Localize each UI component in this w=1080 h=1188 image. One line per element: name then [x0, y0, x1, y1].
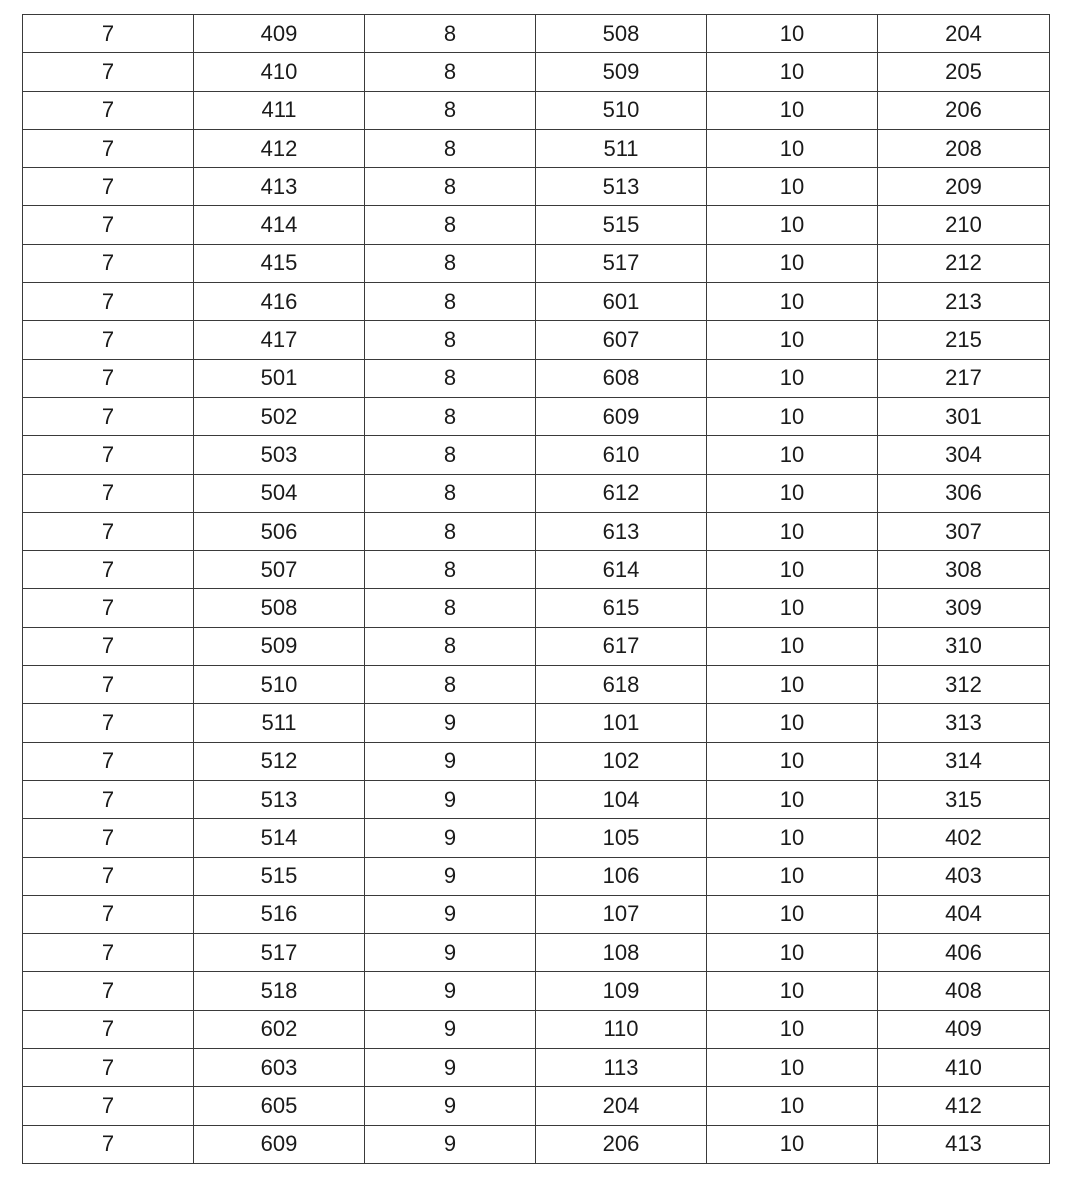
table-cell: 7 — [23, 895, 194, 933]
table-cell: 109 — [536, 972, 707, 1010]
table-cell: 8 — [365, 53, 536, 91]
table-row — [23, 359, 1050, 397]
table-cell: 8 — [365, 206, 536, 244]
table-cell: 8 — [365, 589, 536, 627]
table-cell: 313 — [878, 704, 1050, 742]
table-row — [23, 972, 1050, 1010]
table-cell: 7 — [23, 1049, 194, 1087]
table-cell: 402 — [878, 819, 1050, 857]
table-cell: 613 — [536, 512, 707, 550]
table-cell: 217 — [878, 359, 1050, 397]
table-cell: 10 — [707, 474, 878, 512]
table-cell: 7 — [23, 934, 194, 972]
table-cell: 9 — [365, 1087, 536, 1125]
table-cell: 605 — [194, 1087, 365, 1125]
table-cell: 301 — [878, 397, 1050, 435]
table-cell: 10 — [707, 819, 878, 857]
table-cell: 7 — [23, 512, 194, 550]
table-cell: 7 — [23, 359, 194, 397]
table-cell: 7 — [23, 53, 194, 91]
table-row — [23, 666, 1050, 704]
table-row — [23, 551, 1050, 589]
table-cell: 110 — [536, 1010, 707, 1048]
table-cell: 10 — [707, 972, 878, 1010]
table-cell: 8 — [365, 359, 536, 397]
table-cell: 10 — [707, 1087, 878, 1125]
table-cell: 609 — [536, 397, 707, 435]
table-cell: 206 — [878, 91, 1050, 129]
table-cell: 7 — [23, 551, 194, 589]
table-cell: 601 — [536, 283, 707, 321]
table-body — [23, 15, 1050, 1164]
table-cell: 10 — [707, 436, 878, 474]
table-cell: 7 — [23, 436, 194, 474]
table-cell: 8 — [365, 91, 536, 129]
table-cell: 508 — [536, 15, 707, 53]
table-cell: 107 — [536, 895, 707, 933]
table-cell: 310 — [878, 627, 1050, 665]
table-cell: 404 — [878, 895, 1050, 933]
table-cell: 9 — [365, 780, 536, 818]
table-cell: 10 — [707, 244, 878, 282]
table-cell: 517 — [194, 934, 365, 972]
table-cell: 7 — [23, 129, 194, 167]
table-cell: 10 — [707, 704, 878, 742]
table-cell: 7 — [23, 91, 194, 129]
table-cell: 410 — [878, 1049, 1050, 1087]
table-cell: 7 — [23, 627, 194, 665]
table-cell: 113 — [536, 1049, 707, 1087]
table-cell: 10 — [707, 53, 878, 91]
table-cell: 9 — [365, 1010, 536, 1048]
table-cell: 502 — [194, 397, 365, 435]
table-cell: 7 — [23, 704, 194, 742]
table-cell: 9 — [365, 934, 536, 972]
table-cell: 411 — [194, 91, 365, 129]
table-cell: 512 — [194, 742, 365, 780]
table-cell: 504 — [194, 474, 365, 512]
table-cell: 10 — [707, 934, 878, 972]
table-cell: 8 — [365, 512, 536, 550]
table-cell: 413 — [194, 168, 365, 206]
table-cell: 10 — [707, 1125, 878, 1163]
table-cell: 510 — [194, 666, 365, 704]
table-cell: 8 — [365, 474, 536, 512]
table-cell: 8 — [365, 397, 536, 435]
table-cell: 106 — [536, 857, 707, 895]
table-cell: 414 — [194, 206, 365, 244]
table-row — [23, 780, 1050, 818]
table-cell: 204 — [878, 15, 1050, 53]
table-cell: 210 — [878, 206, 1050, 244]
table-cell: 608 — [536, 359, 707, 397]
table-cell: 105 — [536, 819, 707, 857]
table-cell: 412 — [878, 1087, 1050, 1125]
table-row — [23, 934, 1050, 972]
table-cell: 7 — [23, 168, 194, 206]
table-cell: 615 — [536, 589, 707, 627]
table-cell: 413 — [878, 1125, 1050, 1163]
table-cell: 415 — [194, 244, 365, 282]
table-cell: 501 — [194, 359, 365, 397]
table-cell: 10 — [707, 1049, 878, 1087]
table-cell: 9 — [365, 1125, 536, 1163]
table-cell: 607 — [536, 321, 707, 359]
table-cell: 516 — [194, 895, 365, 933]
table-cell: 10 — [707, 780, 878, 818]
table-row — [23, 91, 1050, 129]
table-row — [23, 321, 1050, 359]
table-cell: 518 — [194, 972, 365, 1010]
table-row — [23, 283, 1050, 321]
table-cell: 102 — [536, 742, 707, 780]
table-cell: 312 — [878, 666, 1050, 704]
table-cell: 315 — [878, 780, 1050, 818]
table-row — [23, 244, 1050, 282]
table-cell: 509 — [536, 53, 707, 91]
table-cell: 507 — [194, 551, 365, 589]
table-cell: 7 — [23, 742, 194, 780]
table-row — [23, 436, 1050, 474]
table-cell: 101 — [536, 704, 707, 742]
table-cell: 503 — [194, 436, 365, 474]
table-cell: 9 — [365, 857, 536, 895]
table-cell: 8 — [365, 129, 536, 167]
table-cell: 10 — [707, 742, 878, 780]
table-cell: 8 — [365, 666, 536, 704]
table-cell: 8 — [365, 321, 536, 359]
table-cell: 8 — [365, 244, 536, 282]
table-cell: 602 — [194, 1010, 365, 1048]
table-cell: 618 — [536, 666, 707, 704]
table-cell: 511 — [194, 704, 365, 742]
table-cell: 617 — [536, 627, 707, 665]
table-cell: 212 — [878, 244, 1050, 282]
table-cell: 7 — [23, 780, 194, 818]
table-cell: 314 — [878, 742, 1050, 780]
table-cell: 609 — [194, 1125, 365, 1163]
table-cell: 10 — [707, 168, 878, 206]
table-cell: 213 — [878, 283, 1050, 321]
table-cell: 7 — [23, 1087, 194, 1125]
table-cell: 513 — [536, 168, 707, 206]
table-cell: 10 — [707, 666, 878, 704]
table-cell: 10 — [707, 895, 878, 933]
table-cell: 7 — [23, 474, 194, 512]
table-cell: 10 — [707, 359, 878, 397]
table-cell: 7 — [23, 819, 194, 857]
table-cell: 7 — [23, 397, 194, 435]
table-cell: 9 — [365, 895, 536, 933]
table-cell: 416 — [194, 283, 365, 321]
table-cell: 306 — [878, 474, 1050, 512]
table-cell: 8 — [365, 15, 536, 53]
table-cell: 8 — [365, 436, 536, 474]
table-row — [23, 895, 1050, 933]
table-cell: 308 — [878, 551, 1050, 589]
data-table-container — [22, 14, 1049, 1164]
table-cell: 10 — [707, 857, 878, 895]
table-cell: 409 — [194, 15, 365, 53]
table-cell: 8 — [365, 283, 536, 321]
table-cell: 9 — [365, 1049, 536, 1087]
table-row — [23, 474, 1050, 512]
table-row — [23, 15, 1050, 53]
table-cell: 513 — [194, 780, 365, 818]
data-table — [22, 14, 1050, 1164]
table-cell: 7 — [23, 972, 194, 1010]
table-cell: 515 — [536, 206, 707, 244]
table-cell: 511 — [536, 129, 707, 167]
table-cell: 614 — [536, 551, 707, 589]
table-cell: 304 — [878, 436, 1050, 474]
table-cell: 309 — [878, 589, 1050, 627]
table-cell: 9 — [365, 742, 536, 780]
table-row — [23, 704, 1050, 742]
table-cell: 9 — [365, 704, 536, 742]
table-cell: 204 — [536, 1087, 707, 1125]
table-cell: 7 — [23, 666, 194, 704]
table-cell: 9 — [365, 972, 536, 1010]
table-row — [23, 819, 1050, 857]
table-cell: 10 — [707, 206, 878, 244]
table-cell: 409 — [878, 1010, 1050, 1048]
table-cell: 7 — [23, 283, 194, 321]
table-cell: 208 — [878, 129, 1050, 167]
table-cell: 417 — [194, 321, 365, 359]
table-cell: 8 — [365, 627, 536, 665]
table-row — [23, 129, 1050, 167]
table-cell: 510 — [536, 91, 707, 129]
table-cell: 10 — [707, 129, 878, 167]
table-cell: 412 — [194, 129, 365, 167]
table-cell: 7 — [23, 15, 194, 53]
table-cell: 515 — [194, 857, 365, 895]
table-cell: 10 — [707, 1010, 878, 1048]
table-cell: 10 — [707, 512, 878, 550]
table-row — [23, 589, 1050, 627]
table-cell: 9 — [365, 819, 536, 857]
table-row — [23, 1087, 1050, 1125]
table-row — [23, 397, 1050, 435]
table-cell: 7 — [23, 1125, 194, 1163]
table-cell: 10 — [707, 91, 878, 129]
table-cell: 514 — [194, 819, 365, 857]
table-cell: 209 — [878, 168, 1050, 206]
table-cell: 508 — [194, 589, 365, 627]
table-cell: 517 — [536, 244, 707, 282]
table-row — [23, 206, 1050, 244]
table-cell: 10 — [707, 15, 878, 53]
table-cell: 403 — [878, 857, 1050, 895]
table-cell: 215 — [878, 321, 1050, 359]
table-cell: 10 — [707, 589, 878, 627]
table-cell: 10 — [707, 321, 878, 359]
table-cell: 7 — [23, 857, 194, 895]
table-cell: 610 — [536, 436, 707, 474]
table-row — [23, 168, 1050, 206]
table-row — [23, 857, 1050, 895]
table-row — [23, 1010, 1050, 1048]
table-row — [23, 742, 1050, 780]
table-cell: 509 — [194, 627, 365, 665]
table-cell: 8 — [365, 551, 536, 589]
table-cell: 612 — [536, 474, 707, 512]
table-cell: 8 — [365, 168, 536, 206]
table-cell: 10 — [707, 627, 878, 665]
table-cell: 7 — [23, 1010, 194, 1048]
table-cell: 10 — [707, 397, 878, 435]
table-cell: 7 — [23, 206, 194, 244]
table-cell: 307 — [878, 512, 1050, 550]
table-cell: 410 — [194, 53, 365, 91]
table-cell: 205 — [878, 53, 1050, 91]
table-cell: 104 — [536, 780, 707, 818]
table-row — [23, 1049, 1050, 1087]
table-cell: 10 — [707, 283, 878, 321]
table-cell: 108 — [536, 934, 707, 972]
table-cell: 206 — [536, 1125, 707, 1163]
table-cell: 7 — [23, 589, 194, 627]
table-cell: 7 — [23, 244, 194, 282]
table-cell: 10 — [707, 551, 878, 589]
table-cell: 603 — [194, 1049, 365, 1087]
table-cell: 506 — [194, 512, 365, 550]
table-cell: 406 — [878, 934, 1050, 972]
table-row — [23, 512, 1050, 550]
table-row — [23, 627, 1050, 665]
table-cell: 408 — [878, 972, 1050, 1010]
table-row — [23, 1125, 1050, 1163]
table-cell: 7 — [23, 321, 194, 359]
table-row — [23, 53, 1050, 91]
